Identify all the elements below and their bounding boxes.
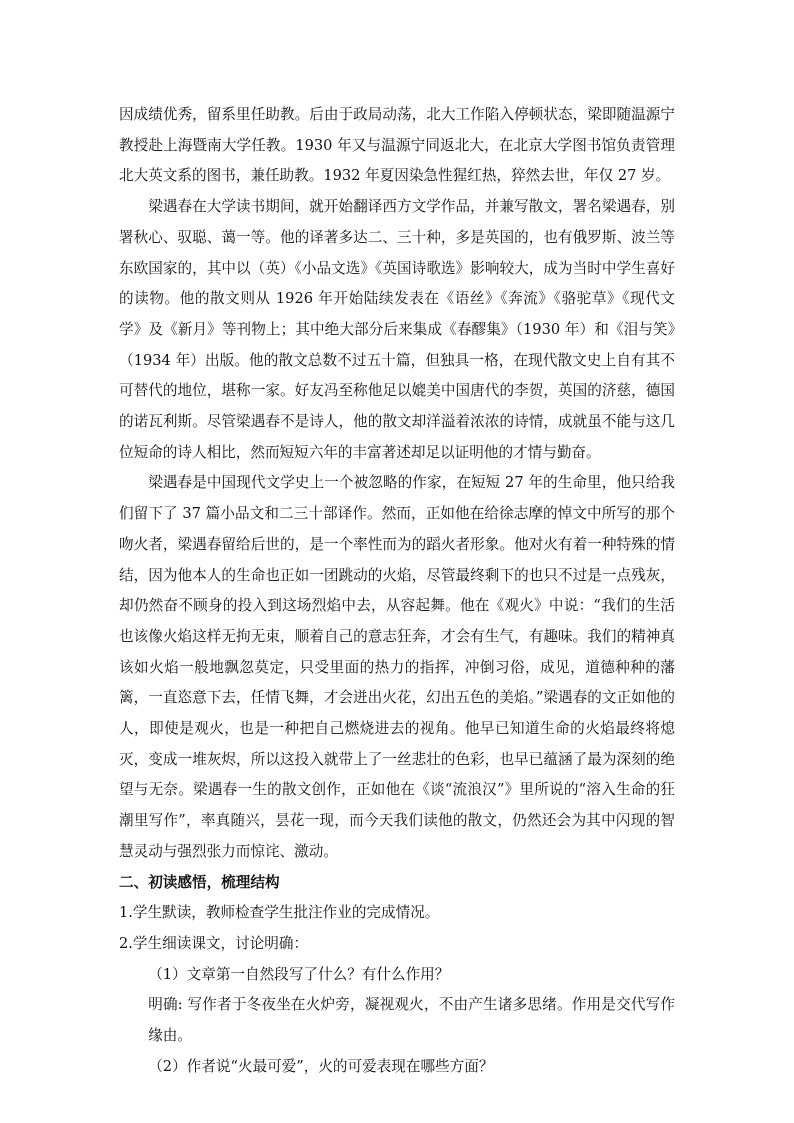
document-body [119, 100, 675, 1083]
paragraph-biography-end: 因成绩优秀，留系里任助教。后由于政局动荡，北大工作陷入停顿状态，梁即随温源宁教授赴上海暨南大学任教。1930 年又与温源宁同返北大，在北京大学图书馆负责管理北大英文系的图书，兼任助教。1932 年夏因染急性猩红热，猝然去世，年仅 27 岁。 [119, 106, 675, 185]
answer-1: 明确: 写作者于冬夜坐在火炉旁，凝视观火，不由产生诸多思绪。作用是交代写作缘由。 [148, 996, 675, 1045]
paragraph-translations-and-essays: 梁遇春在大学读书期间，就开始翻译西方文学作品，并兼写散文，署名梁遇春，别署秋心、驭聪、蔼一等。他的译著多达二、三十种，多是英国的，也有俄罗斯、波兰等东欧国家的，其中以（英）《小品文选》《英国诗歌选》影响较大，成为当时中学生喜好的读物。他的散文则从 1926 年开始陆续发表在《语丝》《奔流》《骆驼草》《现代文学》及《新月》等刊物上；其中绝大部分后来集成《春醪集》（1930 年）和《泪与笑》（1934 年）出版。他的散文总数不过五十篇，但独具一格，在现代散文史上自有其不可替代的地位，堪称一家。好友冯至称他足以媲美中国唐代的李贺，英国的济慈，德国的诺瓦利斯。尽管梁遇春不是诗人，他的散文却洋溢着浓浓的诗情，成就虽不能与这几位短命的诗人相比，然而短短六年的丰富著述却足以证明他的才情与勤奋。 [119, 198, 675, 461]
step-item-close-reading: 2.学生细读课文，讨论明确： [119, 934, 309, 952]
step-item-silent-reading: 1.学生默读，教师检查学生批注作业的完成情况。 [119, 904, 440, 922]
paragraph-fire-imagery: 梁遇春是中国现代文学史上一个被忽略的作家，在短短 27 年的生命里，他只给我们留下了 37 篇小品文和二三十部译作。然而，正如他在给徐志摩的悼文中所写的那个吻火者，梁遇春留给后世的，是一个率性而为的蹈火者形象。他对火有着一种特殊的情结，因为他本人的生命也正如一团跳动的火焰，尽管最终剩下的也只不过是一点残灰，却仍然奋不顾身的投入到这场烈焰中去，从容起舞。他在《观火》中说：“我们的生活也该像火焰这样无拘无束，顺着自己的意志狂奔，才会有生气，有趣味。我们的精神真该如火焰一般地飘忽莫定，只受里面的热力的指挥，冲倒习俗，成见，道德种种的藩篱，一直恣意下去，任情飞舞，才会迸出火花，幻出五色的美焰。”梁遇春的文正如他的人，即使是观火，也是一种把自己燃烧进去的视角。他早已知道生命的火焰最终将熄灭，变成一堆灰烬，所以这投入就带上了一丝悲壮的色彩，也早已蕴涵了最为深刻的绝望与无奈。梁遇春一生的散文创作，正如他在《谈“流浪汉”》里所说的“溶入生命的狂潮里写作”，率真随兴，昙花一现，而今天我们读他的散文，仍然还会为其中闪现的智慧灵动与强烈张力而惊诧、激动。 [119, 474, 675, 860]
question-1: （1）文章第一自然段写了什么？有什么作用？ [148, 965, 450, 983]
section-heading: 二、初读感悟，梳理结构 [119, 873, 280, 891]
question-2: （2）作者说“火最可爱”，火的可爱表现在哪些方面？ [148, 1057, 494, 1075]
